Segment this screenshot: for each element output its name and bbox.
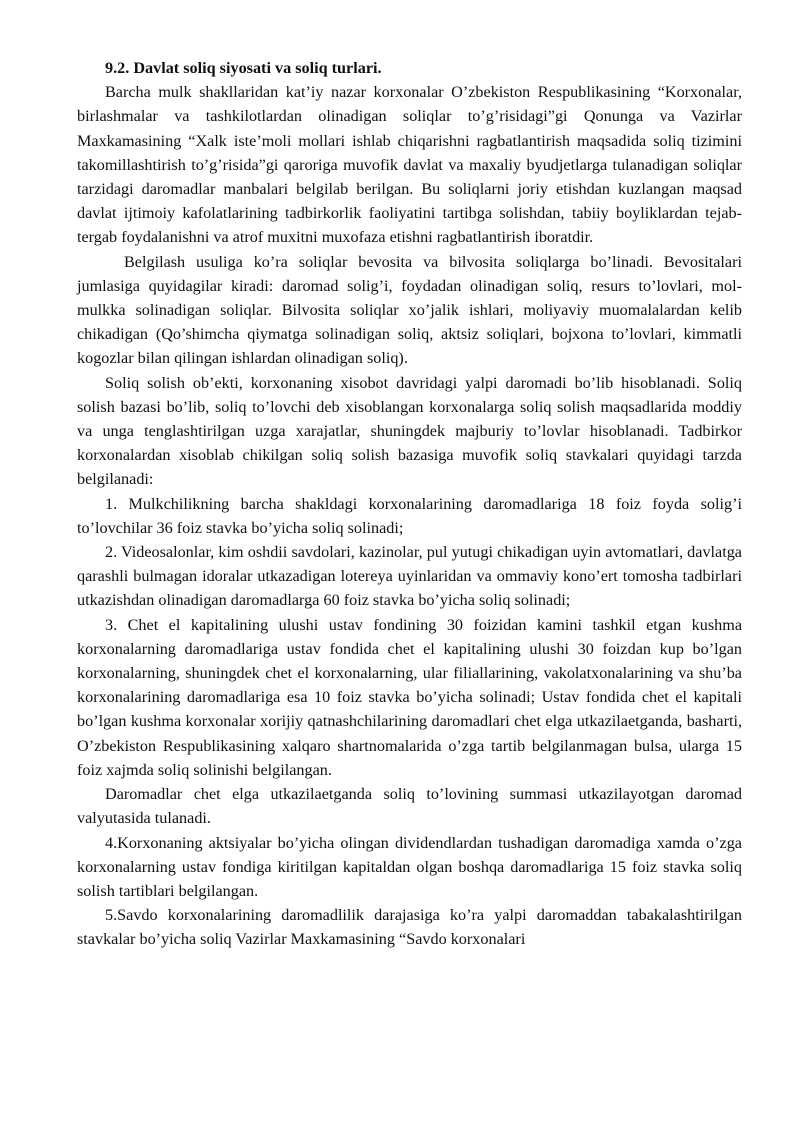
- paragraph-intro: Barcha mulk shakllaridan kat’iy nazar korxonalar O’zbekiston Respublikasining “Korxonalar, birlashmalar va tashkilotlardan olinadigan soliqlar to’g’risidagi”gi Qonunga va Vazirlar Maxkamasining “Xalk iste’moli mollari ishlab chiqarishni ragbatlantirish maqsadida soliq tizimini takomillashtirish to’g’risida”gi qaroriga muvofik davlat va maxaliy byudjetlarga tulanadigan soliqlar tarzidagi daromadlar manbalari belgilab berilgan. Bu soliqlarni joriy etishdan kuzlangan maqsad davlat ijtimoiy kafolatlarining tadbirkorlik faoliyatini tartibga solishdan, tabiiy boyliklardan tejab-tergab foydalanishni va atrof muxitni muxofaza etishni ragbatlantirish iboratdir.: [77, 83, 742, 247]
- list-item-4: 4.Korxonaning aktsiyalar bo’yicha olingan dividendlardan tushadigan daromadiga xamda o’zga korxonalarning ustav fondiga kiritilgan kapitaldan olgan boshqa daromadlariga 15 foiz stavka soliq solish tartiblari belgilangan.: [77, 833, 742, 900]
- paragraph-tax-classification: Belgilash usuliga ko’ra soliqlar bevosita va bilvosita soliqlarga bo’linadi. Bevositalari jumlasiga quyidagilar kiradi: daromad solig’i, foydadan olinadigan soliq, resurs to’lovlari, mol-mulkka solinadigan soliqlar. Bilvosita soliqlar xo’jalik ishlari, moliyaviy muomalalardan kelib chikadigan (Qo’shimcha qiymatga solinadigan soliq, aktsiz soliqlari, bojxona to’lovlari, kimmatli kogozlar bilan qilingan ishlardan olinadigan soliq).: [77, 252, 742, 368]
- section-heading: 9.2. Davlat soliq siyosati va soliq turlari.: [105, 59, 382, 77]
- list-item-3: 3. Chet el kapitalining ulushi ustav fondining 30 foizidan kamini tashkil etgan kushma korxonalarning daromadlariga ustav fondida chet el kapitalining ulushi 30 foizdan kup bo’lgan korxonalarning, shuningdek chet el korxonalarning, ular filiallarining, vakolatxonalarining va shu’ba korxonalarining daromadlariga esa 10 foiz stavka bo’yicha solinadi; Ustav fondida chet el kapitali bo’lgan kushma korxonalar xorijiy qatnashchilarining daromadlari chet elga utkazilaetganda, basharti, O’zbekiston Respublikasining xalqaro shartnomalarida o’zga tartib belgilanmagan bulsa, ularga 15 foiz xajmda soliq solinishi belgilangan.: [77, 615, 742, 779]
- list-item-5: 5.Savdo korxonalarining daromadlilik darajasiga ko’ra yalpi daromaddan tabakalashtirilgan stavkalar bo’yicha soliq Vazirlar Maxkamasining “Savdo korxonalari: [77, 906, 742, 949]
- document-page: [77, 56, 742, 952]
- paragraph-tax-object: Soliq solish ob’ekti, korxonaning xisobot davridagi yalpi daromadi bo’lib hisoblanadi. Soliq solish bazasi bo’lib, soliq to’lovchi deb xisoblangan korxonalarga soliq solish maqsadlarida moddiy va unga tenglashtirilgan uzga xarajatlar, shuningdek majburiy to’lovlar hisoblanadi. Tadbirkor korxonalardan xisoblab chikilgan soliq solish bazasiga muvofik soliq stavkalari quyidagi tarzda belgilanadi:: [77, 373, 742, 489]
- paragraph-currency: Daromadlar chet elga utkazilaetganda soliq to’lovining summasi utkazilayotgan daromad valyutasida tulanadi.: [77, 785, 742, 828]
- list-item-1: 1. Mulkchilikning barcha shakldagi korxonalarining daromadlariga 18 foiz foyda solig’i to’lovchilar 36 foiz stavka bo’yicha soliq solinadi;: [77, 494, 742, 537]
- list-item-2: 2. Videosalonlar, kim oshdii savdolari, kazinolar, pul yutugi chikadigan uyin avtomatlari, davlatga qarashli bulmagan idoralar utkazadigan lotereya uyinlaridan va ommaviy kono’ert tomosha tadbirlari utkazishdan olinadigan daromadlarga 60 foiz stavka bo’yicha soliq solinadi;: [77, 543, 742, 610]
